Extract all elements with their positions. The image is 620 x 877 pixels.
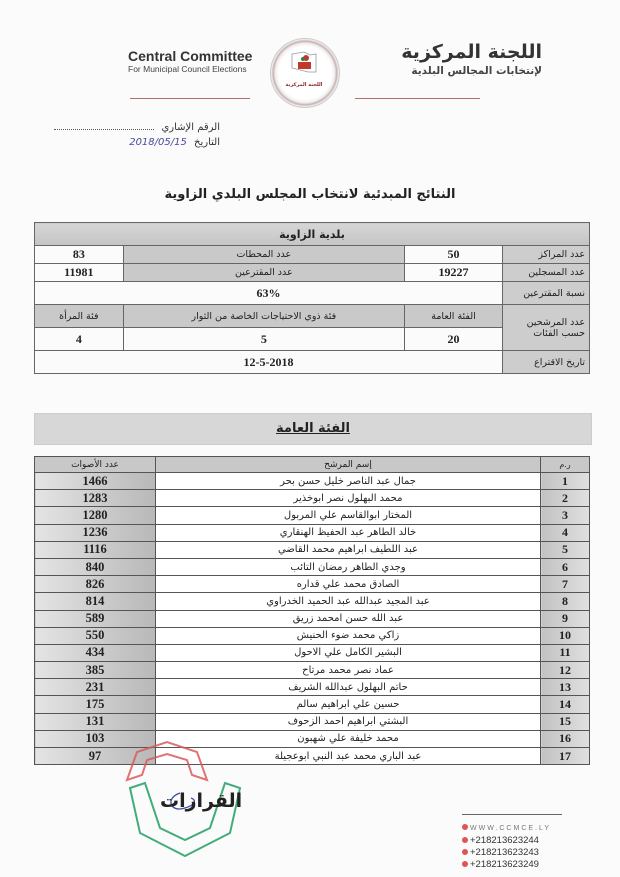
category-special-needs-count: 5 [123, 328, 404, 351]
candidate-name: خالد الطاهر عبد الحفيظ الهنقاري [156, 524, 541, 541]
turnout-value: 63% [35, 282, 503, 305]
fax-number: +218213623249 [470, 859, 539, 870]
stations-value: 83 [35, 246, 124, 264]
reference-number-label: الرقم الإشاري [161, 122, 220, 133]
candidate-votes: 97 [35, 748, 156, 765]
candidate-row [35, 644, 590, 661]
org-subtitle-en: For Municipal Council Elections [128, 64, 247, 74]
candidate-votes: 840 [35, 558, 156, 575]
candidate-row [35, 558, 590, 575]
header-divider-right [355, 98, 480, 99]
candidate-name: محمد البهلول نصر ابوخذير [156, 490, 541, 507]
candidate-votes: 814 [35, 593, 156, 610]
candidate-votes: 103 [35, 730, 156, 747]
libya-map-icon [290, 50, 318, 74]
candidate-name: عماد نصر محمد مرتاح [156, 662, 541, 679]
summary-table [34, 222, 590, 374]
vote-date-label: تاريخ الاقتراع [503, 351, 590, 374]
website-row [462, 822, 551, 835]
reference-number-row [54, 120, 220, 135]
category-banner [34, 413, 592, 445]
candidate-name: عبد المجيد عبدالله عبد الحميد الخدراوي [156, 593, 541, 610]
voters-value: 11981 [35, 264, 124, 282]
candidate-rank: 16 [541, 730, 590, 747]
category-women-label: فئة المرأة [35, 305, 124, 328]
candidate-rank: 13 [541, 679, 590, 696]
phone-row [462, 847, 551, 859]
results-header-row [35, 457, 590, 473]
candidate-rank: 6 [541, 558, 590, 575]
candidate-row [35, 576, 590, 593]
candidate-rank: 14 [541, 696, 590, 713]
candidate-votes: 385 [35, 662, 156, 679]
stations-label: عدد المحطات [123, 246, 404, 264]
candidate-rank: 9 [541, 610, 590, 627]
candidate-name: عبد اللطيف ابراهيم محمد القاضي [156, 541, 541, 558]
candidate-row [35, 541, 590, 558]
candidate-row [35, 662, 590, 679]
candidate-votes: 1283 [35, 490, 156, 507]
municipality-name: بلدية الزاوية [35, 223, 590, 246]
candidate-votes: 434 [35, 644, 156, 661]
candidate-row [35, 679, 590, 696]
candidate-rank: 12 [541, 662, 590, 679]
candidate-votes: 1280 [35, 507, 156, 524]
summary-row-categories [35, 305, 590, 328]
summary-header-row [35, 223, 590, 246]
candidate-votes: 131 [35, 713, 156, 730]
vote-date-value: 12-5-2018 [35, 351, 503, 374]
summary-row-vote-date [35, 351, 590, 374]
summary-row-turnout [35, 282, 590, 305]
candidate-name: جمال عبد الناصر خليل حسن بحر [156, 473, 541, 490]
fax-row [462, 859, 551, 871]
contact-info [462, 822, 551, 871]
candidate-name: عبد الله حسن امحمد زريق [156, 610, 541, 627]
header-divider-left [130, 98, 250, 99]
candidate-votes: 589 [35, 610, 156, 627]
candidate-name: وجدي الطاهر رمضان التائب [156, 558, 541, 575]
candidate-rank: 11 [541, 644, 590, 661]
fax-icon [462, 861, 468, 867]
registered-value: 19227 [405, 264, 503, 282]
category-general-count: 20 [405, 328, 503, 351]
category-title: الفئة العامة [276, 421, 350, 436]
phone-row [462, 835, 551, 847]
candidate-row [35, 627, 590, 644]
candidate-row [35, 490, 590, 507]
candidate-votes: 1116 [35, 541, 156, 558]
candidate-row [35, 610, 590, 627]
candidate-name: حسين علي ابراهيم سالم [156, 696, 541, 713]
logo-caption: اللجنة المركزية [285, 82, 323, 88]
summary-row-centers [35, 246, 590, 264]
candidate-votes: 1466 [35, 473, 156, 490]
phone-number: +218213623244 [470, 835, 539, 846]
results-table [34, 456, 590, 765]
phone-number: +218213623243 [470, 847, 539, 858]
candidate-row [35, 593, 590, 610]
summary-row-registered [35, 264, 590, 282]
centers-value: 50 [405, 246, 503, 264]
candidate-rank: 2 [541, 490, 590, 507]
candidate-rank: 17 [541, 748, 590, 765]
column-header-votes: عدد الأصوات [35, 457, 156, 473]
org-name-ar [401, 40, 542, 78]
date-label: التاريخ [194, 137, 220, 148]
candidate-name: عبد الباري محمد عبد النبي ابوعجيلة [156, 748, 541, 765]
phone-icon [462, 849, 468, 855]
column-header-name: إسم المرشح [156, 457, 541, 473]
candidate-name: البشير الكامل علي الاحول [156, 644, 541, 661]
category-general-label: الفئة العامة [405, 305, 503, 328]
candidate-votes: 826 [35, 576, 156, 593]
date-row [54, 135, 220, 150]
candidate-name: محمد خليفة علي شهبون [156, 730, 541, 747]
candidate-name: حاتم البهلول عبدالله الشريف [156, 679, 541, 696]
website-link[interactable]: WWW.CCMCE.LY [470, 825, 552, 832]
turnout-label: نسبة المقترعين [503, 282, 590, 305]
org-subtitle-ar: لإنتخابات المجالس البلدية [411, 65, 542, 77]
candidate-row [35, 748, 590, 765]
candidate-rank: 4 [541, 524, 590, 541]
voters-label: عدد المقترعين [123, 264, 404, 282]
org-name-en [128, 48, 252, 75]
centers-label: عدد المراكز [503, 246, 590, 264]
category-women-count: 4 [35, 328, 124, 351]
candidate-rank: 3 [541, 507, 590, 524]
candidate-row [35, 696, 590, 713]
date-value: 2018/05/15 [129, 137, 187, 148]
document-title: النتائج المبدئية لانتخاب المجلس البلدي الزاوية [164, 187, 456, 202]
candidate-row [35, 713, 590, 730]
candidate-rank: 15 [541, 713, 590, 730]
reference-block [54, 120, 220, 150]
candidate-rank: 1 [541, 473, 590, 490]
candidate-rank: 8 [541, 593, 590, 610]
org-title-ar: اللجنة المركزية [401, 41, 542, 63]
globe-icon [462, 824, 468, 830]
candidate-votes: 1236 [35, 524, 156, 541]
candidate-row [35, 473, 590, 490]
column-header-rank: ر.م [541, 457, 590, 473]
candidate-row [35, 730, 590, 747]
org-title-en: Central Committee [128, 48, 253, 64]
contact-divider [462, 814, 562, 815]
candidates-by-category-label: عدد المرشحين حسب الفئات [503, 305, 590, 351]
registered-label: عدد المسجلين [503, 264, 590, 282]
candidate-rank: 7 [541, 576, 590, 593]
candidate-name: الصادق محمد علي قداره [156, 576, 541, 593]
candidate-name: زاكي محمد ضوء الحنيش [156, 627, 541, 644]
phone-icon [462, 837, 468, 843]
candidate-rank: 10 [541, 627, 590, 644]
candidate-name: البشتي ابراهيم احمد الزحوف [156, 713, 541, 730]
reference-number-field [54, 120, 154, 130]
stamp-decisions-text: القرارات [160, 790, 243, 812]
candidate-name: المختار ابوالقاسم علي المربول [156, 507, 541, 524]
candidate-votes: 175 [35, 696, 156, 713]
candidate-votes: 550 [35, 627, 156, 644]
candidate-row [35, 524, 590, 541]
candidate-row [35, 507, 590, 524]
candidate-votes: 231 [35, 679, 156, 696]
category-special-needs-label: فئة ذوي الاحتياجات الخاصة من الثوار [123, 305, 404, 328]
candidate-rank: 5 [541, 541, 590, 558]
